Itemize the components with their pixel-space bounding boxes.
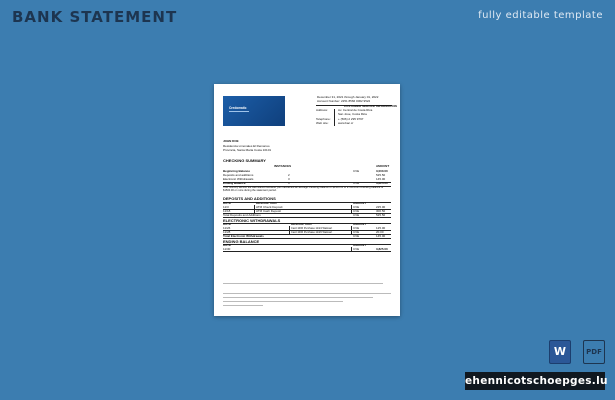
template-tagline: fully editable template: [478, 10, 603, 21]
customer-address-line-1: Residencia Limonales El Remanso: [223, 144, 270, 148]
website-badge[interactable]: ehennicotschoepges.lu: [465, 372, 605, 390]
deposits-total-amount: 525.50: [376, 212, 386, 217]
ending-date-header: DATE: [223, 243, 231, 247]
summary-currency-0: CVE: [353, 169, 360, 173]
withdrawals-title: ELECTRONIC WITHDRAWALS: [223, 217, 281, 223]
fine-print-line: [223, 305, 263, 306]
customer-service-title: CUSTOMER SERVICE INFORMATION: [344, 104, 397, 108]
service-web-value: www.bac.cr: [338, 121, 354, 125]
withdrawals-total-label: Total Electronic Withdrawals: [223, 233, 264, 238]
withdrawals-date-header: DATE: [223, 222, 231, 226]
ending-bottom-rule: [223, 251, 391, 252]
summary-label-0: Beginning Balance: [223, 169, 251, 173]
summary-instances-3: 6: [288, 181, 290, 185]
withdrawal-cur-0: CVE: [353, 225, 360, 230]
deposit-amount-1: 300.50: [376, 208, 386, 213]
withdrawals-desc-header: DESCRIPTION: [291, 222, 312, 226]
deposit-date-1: 11/18: [223, 208, 231, 213]
fine-print-line: [223, 283, 383, 284]
withdrawal-date-1: 11/28: [223, 229, 231, 234]
fine-print-line: [223, 297, 373, 298]
service-address-label: Address:: [316, 108, 328, 112]
pdf-glyph: PDF: [586, 348, 602, 356]
fee-waiver-note: Your monthly service fee was waived because you maintained an average checking balance of $1500.00 or a minimum checking balance of $1500.00 or more during the statement period.: [223, 186, 384, 192]
deposits-row-rule: [223, 209, 391, 210]
ending-currency: CVE: [353, 246, 360, 251]
deposit-desc-1: ATM Cash Deposit: [256, 208, 281, 213]
deposit-desc-0: ATM Check Deposit: [256, 204, 283, 209]
word-glyph: W: [553, 345, 567, 358]
withdrawals-amount-header: AMOUNT: [353, 222, 367, 226]
withdrawals-total-cur: CVE: [353, 233, 360, 238]
summary-amount-2: 145.00: [376, 177, 386, 181]
summary-amount-0: 3,000.00: [376, 169, 388, 173]
deposits-desc-header: DESCRIPTION: [256, 201, 277, 205]
statement-period: December 31, 2021 through January 01, 2022: [317, 95, 379, 99]
service-address-value-2: San Jose, Costa Rica: [338, 112, 367, 116]
withdrawal-amount-1: 20.00: [376, 229, 384, 234]
summary-label-2: Electronic Withdrawals: [223, 177, 254, 181]
statement-document: [214, 84, 400, 316]
summary-divider: [223, 182, 391, 183]
summary-amount-3: 3,825.00: [376, 181, 388, 185]
withdrawal-desc-0: Card 1006 Purchase 11/24 Walmart: [291, 226, 333, 230]
ending-balance-title: ENDING BALANCE: [223, 238, 260, 244]
deposits-date-header: DATE: [223, 201, 231, 205]
fine-print-line: [223, 301, 343, 302]
deposit-amount-0: 225.00: [376, 204, 386, 209]
service-address-value: Av. Central de Costa Rica: [338, 108, 373, 112]
instances-header: INSTANCES: [274, 164, 292, 168]
amount-header: AMOUNT: [376, 164, 390, 168]
deposit-cur-1: CVE: [353, 208, 360, 213]
ending-date: 11/30: [223, 246, 231, 251]
customer-name: JOHN DOE: [223, 139, 239, 143]
withdrawals-total-amount: 145.00: [376, 233, 386, 238]
summary-instances-2: 3: [288, 177, 290, 181]
withdrawal-desc-1: Card 1006 Purchase 11/26 Walmart: [291, 230, 333, 234]
service-phone-label: Telephone:: [316, 117, 331, 121]
summary-amount-1: 525.50: [376, 173, 386, 177]
ending-amount: 3,825.00: [376, 246, 388, 251]
service-web-label: Web site:: [316, 121, 329, 125]
summary-instances-1: 2: [288, 173, 290, 177]
service-phone-value: + (506) 2 295 9797: [338, 117, 364, 121]
logo-underline: [229, 111, 249, 112]
account-number: Account Number: 2251 8566 0062 9522: [317, 99, 371, 103]
pdf-document-icon[interactable]: [583, 340, 605, 364]
customer-address-line-2: Provincia, Santa Maria Costa 10101: [223, 148, 272, 152]
deposit-cur-0: CVE: [353, 204, 360, 209]
page-title: BANK STATEMENT: [12, 8, 178, 26]
deposits-title: DEPOSITS AND ADDITIONS: [223, 196, 276, 201]
withdrawal-cur-1: CVE: [353, 229, 360, 234]
fine-print-line: [223, 293, 391, 294]
deposits-amount-header: AMOUNT: [353, 201, 367, 205]
summary-currency-3: CVE: [353, 181, 360, 185]
withdrawal-amount-0: 125.00: [376, 225, 386, 230]
deposits-total-label: Total Deposits and Additions: [223, 212, 261, 217]
deposits-total-cur: CVE: [353, 212, 360, 217]
bank-logo-text: Credomatic: [229, 106, 247, 110]
word-document-icon[interactable]: [549, 340, 571, 364]
checking-summary-title: CHECKING SUMMARY: [223, 158, 266, 163]
summary-label-3: Ending Balance: [223, 181, 246, 185]
deposit-date-0: 11/3: [223, 204, 229, 209]
service-divider: [334, 109, 335, 126]
withdrawal-date-0: 11/26: [223, 225, 231, 230]
summary-label-1: Deposits and additions: [223, 173, 254, 177]
ending-amount-header: AMOUNT: [353, 243, 367, 247]
bank-logo: [223, 96, 285, 126]
